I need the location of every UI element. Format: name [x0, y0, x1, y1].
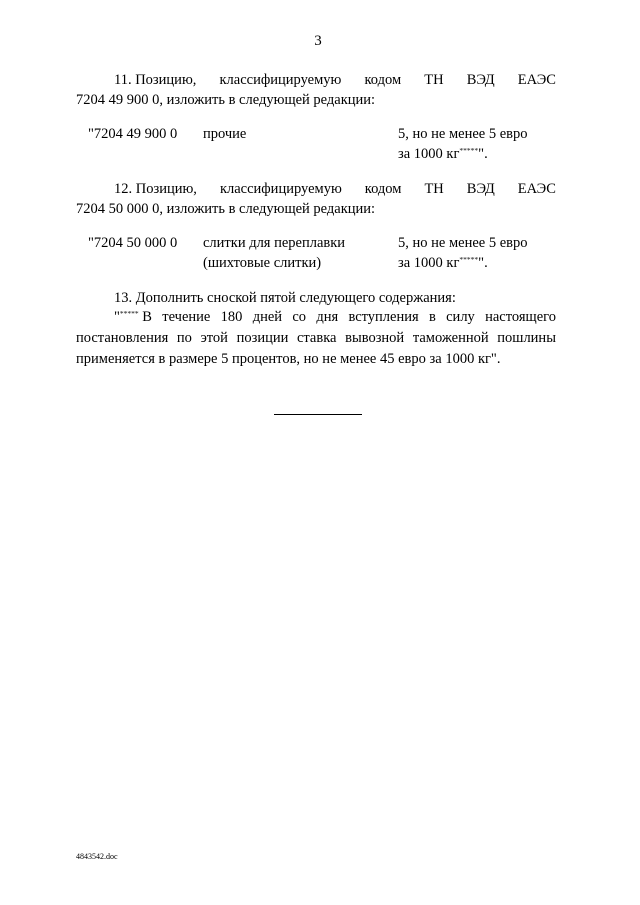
- word: дней: [252, 309, 283, 325]
- item11-line1: [114, 72, 556, 89]
- item12-description-line1: слитки для переплавки: [203, 235, 346, 251]
- word: ТН: [424, 181, 444, 197]
- item12-description-line2: (шихтовые слитки): [203, 255, 322, 271]
- word: течение: [162, 309, 211, 325]
- word: дня: [316, 309, 339, 325]
- separator-rule: [274, 414, 362, 415]
- footnote-open-quote: ": [114, 309, 120, 325]
- rate-end: ".: [478, 146, 488, 162]
- rate-text: за 1000 кг: [398, 146, 460, 162]
- word: ВЭД: [466, 181, 495, 197]
- item12-line2: 7204 50 000 0, изложить в следующей редакции:: [76, 201, 376, 217]
- footnote-line1: [114, 309, 556, 326]
- item12-line1: [114, 181, 556, 198]
- page-number: 3: [314, 33, 322, 49]
- footer-doc-ref: 4843542.doc: [76, 852, 118, 861]
- word: постановления: [76, 330, 169, 346]
- item11-description: прочие: [203, 126, 247, 142]
- word: этой: [200, 330, 228, 346]
- word: в: [428, 309, 436, 325]
- rate-text: за 1000 кг: [398, 255, 460, 271]
- word: позиции: [236, 330, 289, 346]
- footnote-mark: *****: [119, 309, 139, 318]
- word: вывозной: [345, 330, 405, 346]
- word: силу: [446, 309, 475, 325]
- word: В: [142, 309, 152, 325]
- word: вступления: [348, 309, 419, 325]
- word: по: [176, 330, 192, 346]
- item11-line2: 7204 49 900 0, изложить в следующей редакции:: [76, 92, 376, 108]
- word: ЕАЭС: [517, 181, 556, 197]
- item11-rate-line1: 5, но не менее 5 евро: [398, 126, 528, 142]
- word: ЕАЭС: [517, 72, 556, 88]
- footnote-line3: применяется в размере 5 процентов, но не менее 45 евро за 1000 кг".: [76, 351, 501, 367]
- word: таможенной: [412, 330, 489, 346]
- word: со: [292, 309, 307, 325]
- word: ТН: [424, 72, 444, 88]
- item11-code: "7204 49 900 0: [88, 126, 178, 142]
- word: 12. Позицию,: [114, 181, 197, 197]
- word: классифицируемую: [219, 181, 342, 197]
- word: ставка: [296, 330, 337, 346]
- word: классифицируемую: [219, 72, 342, 88]
- footnote-start: [114, 309, 152, 326]
- item12-rate-line1: 5, но не менее 5 евро: [398, 235, 528, 251]
- word: ВЭД: [466, 72, 495, 88]
- word: пошлины: [497, 330, 556, 346]
- word: кодом: [364, 181, 402, 197]
- footnote-mark: *****: [459, 146, 479, 155]
- word: 180: [220, 309, 243, 325]
- word: 11. Позицию,: [114, 72, 197, 88]
- item12-code: "7204 50 000 0: [88, 235, 178, 251]
- footnote-mark: *****: [459, 255, 479, 264]
- item13-heading: 13. Дополнить сноской пятой следующего содержания:: [114, 290, 456, 306]
- rate-end: ".: [478, 255, 488, 271]
- footnote-line2: [76, 330, 556, 347]
- item11-rate-line2: [398, 146, 488, 163]
- word: настоящего: [485, 309, 556, 325]
- item12-rate-line2: [398, 255, 488, 272]
- word: кодом: [364, 72, 402, 88]
